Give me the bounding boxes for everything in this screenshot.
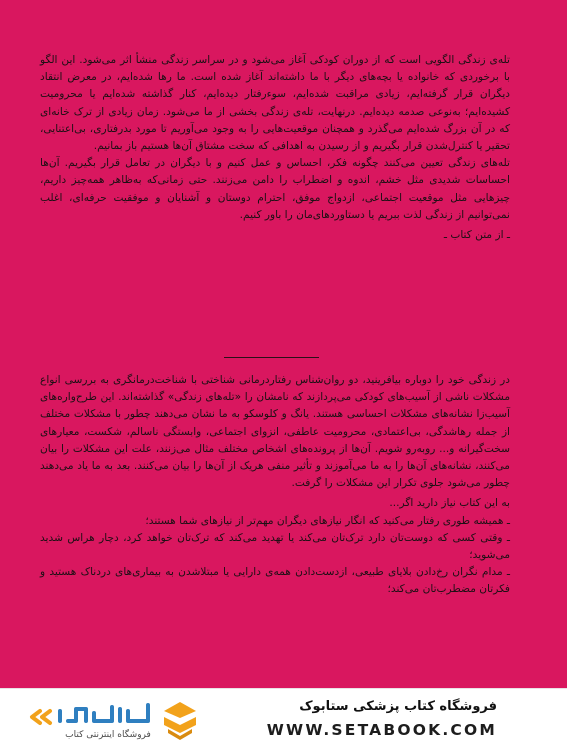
- list-item: ـ همیشه طوری رفتار می‌کنید که انگار نیازهای دیگران مهم‌تر از نیازهای شما هستند؛: [145, 514, 510, 527]
- list-intro: به این کتاب نیاز دارید اگر...: [389, 497, 510, 510]
- excerpt-paragraph-1: تله‌ی زندگی الگویی است که از دوران کودکی آغاز می‌شود و در سراسر زندگی منشأ اثر می‌شود. این الگو با برخوردی که خانواده یا بچه‌های دیگر با ما داشته‌اند آغاز شده است. ما رها شده‌ایم، در معرض انتقاد دیگران قرار گرفته‌ایم، زیادی مراقبت شده‌ایم، سوءرفتار دیده‌ایم، کنار گذاشته شده‌ایم یا محرومیت کشیده‌ایم؛ به‌نوعی صدمه دیده‌ایم. درنهایت، تله‌ی زندگی بخشی از ما می‌شود. زمان زیادی از ترک خانه‌ای که در آن بزرگ شده‌ایم می‌گذرد و همچنان موقعیت‌هایی را به وجود می‌آوریم تا مورد بدرفتاری، بی‌اعتنایی، تحقیر یا کنترل‌شدن قرار بگیریم و از رسیدن به اهدافی که سخت مشتاق آن‌ها هستیم باز بمانیم.: [40, 54, 510, 153]
- logo-wordmark-icon: [32, 705, 148, 723]
- book-description: [40, 372, 510, 599]
- text-fade: [0, 668, 567, 690]
- section-divider: [224, 357, 319, 358]
- description-paragraph: در زندگی خود را دوباره بیافرینید، دو روان‌شناس رفتاردرمانی شناختی با شناخت‌درمانگری به بررسی انواع مشکلات ناشی از آسیب‌های کودکی می‌پردازند که نامشان را «تله‌های زندگی» گذاشته‌اند. این طرح‌واره‌های آسیب‌زا نشانه‌های مشکلات احساسی هستند. یانگ و کلوسکو به ما نشان می‌دهند چطور با مشکلات مختلف از جمله رهاشدگی، بی‌اعتمادی، محرومیت عاطفی، انزوای اجتماعی، وابستگی ناسالم، شکست، معیارهای سخت‌گیرانه و... روبه‌رو شویم. آن‌ها از پرونده‌های اشخاص مختلف مثال می‌زنند، علت این مشکلات را بیان می‌کنند، نشانه‌های آن‌ها را به ما می‌آموزند و تأثیر منفی هریک از آن‌ها را بیان می‌کنند. بعد به ما یاد می‌دهند چطور می‌شود جلوی تکرار این مشکلات را گرفت.: [40, 374, 510, 490]
- setabook-logo[interactable]: [16, 695, 201, 743]
- logo-tagline: فروشگاه اینترنتی کتاب: [65, 730, 151, 740]
- store-url-link[interactable]: WWW.SETABOOK.COM: [266, 721, 497, 739]
- store-banner[interactable]: [0, 688, 567, 749]
- list-item: ـ مدام نگران رخ‌دادن بلایای طبیعی، ازدست‌دادن همه‌ی دارایی یا مبتلاشدن به بیماری‌های دردناک هستید و فکرتان مضطرب‌تان می‌کند؛: [40, 566, 510, 596]
- list-item: ـ وقتی کسی که دوست‌تان دارد ترک‌تان می‌کند یا تهدید می‌کند که ترک‌تان خواهد کرد، دچار هراس شدید می‌شوید؛: [40, 531, 510, 562]
- book-icon: [164, 702, 196, 740]
- excerpt-source: ـ از متن کتاب ـ: [443, 229, 510, 242]
- excerpt-paragraph-2: تله‌های زندگی تعیین می‌کنند چگونه فکر، احساس و عمل کنیم و با دیگران در تعامل قرار بگیریم. آن‌ها احساسات شدیدی مثل خشم، اندوه و اضطراب را دامن می‌زنند. حتی زمانی‌که به‌ظاهر همه‌چیز داریم، چیزهایی مثل موقعیت اجتماعی، ازدواج موفق، احترام دوستان و آشنایان و موفقیت حرفه‌ای، اغلب نمی‌توانیم از زندگی لذت ببریم یا دستاوردهای‌مان را باور کنیم.: [40, 157, 510, 221]
- book-excerpt: [40, 52, 510, 244]
- store-name: فروشگاه کتاب پزشکی ستابوک: [299, 699, 497, 714]
